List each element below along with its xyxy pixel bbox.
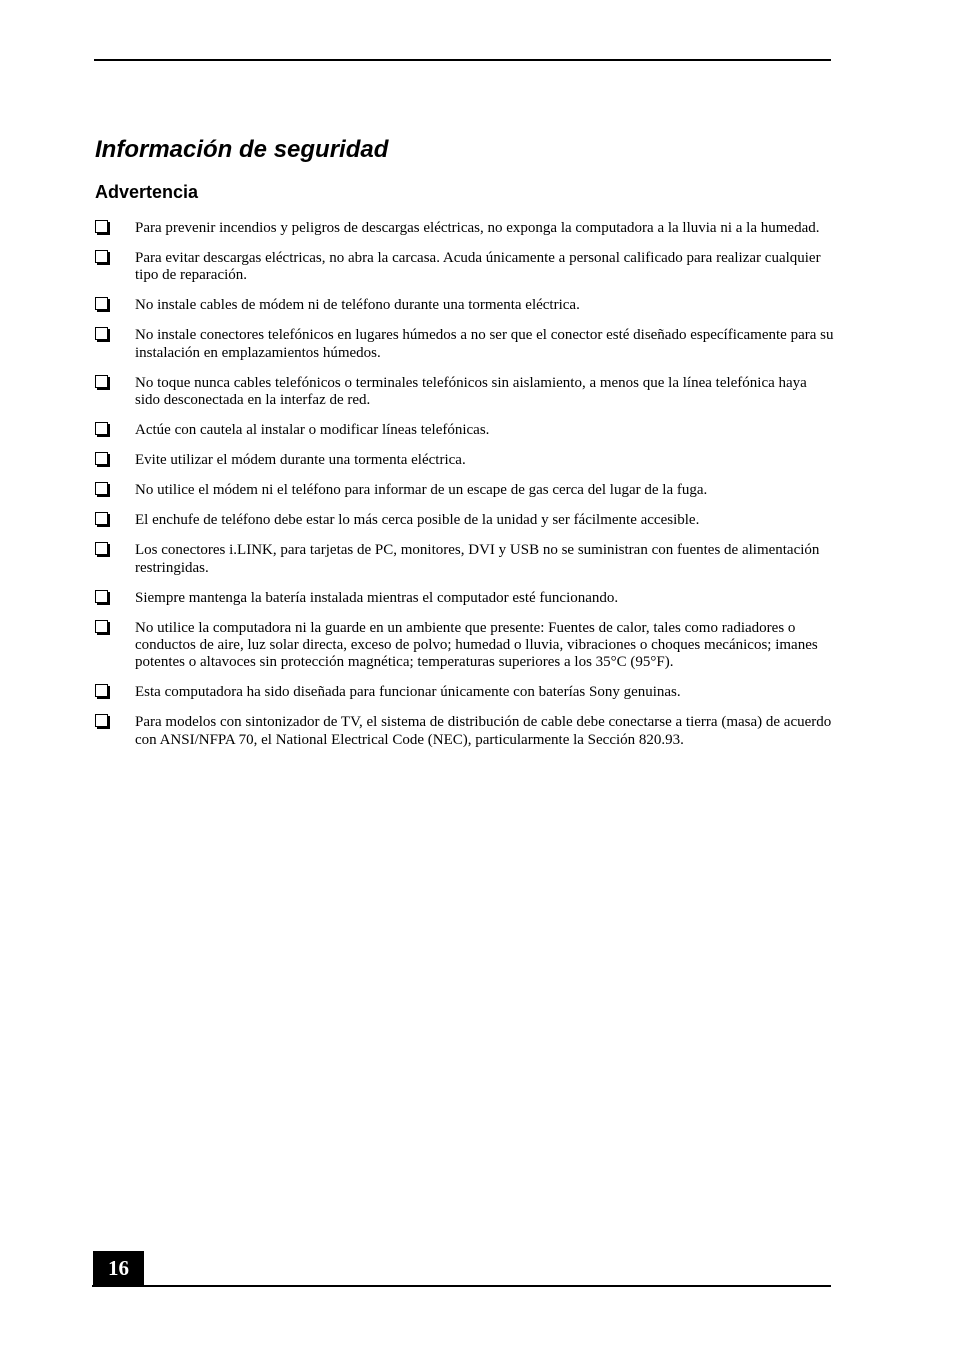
- header-rule: [94, 59, 831, 61]
- list-item: [94, 220, 834, 237]
- checkbox-icon: [95, 422, 108, 435]
- list-item-text: El enchufe de teléfono debe estar lo más cerca posible de la unidad y ser fácilmente accesible.: [135, 512, 700, 529]
- checkbox-icon: [95, 220, 108, 233]
- list-item: [94, 512, 834, 529]
- checkbox-icon: [95, 684, 108, 697]
- checkbox-icon: [95, 590, 108, 603]
- list-item: [94, 620, 834, 672]
- list-item-text: Esta computadora ha sido diseñada para funcionar únicamente con baterías Sony genuinas.: [135, 684, 681, 701]
- list-item: [94, 684, 834, 701]
- list-item-text: No toque nunca cables telefónicos o terminales telefónicos sin aislamiento, a menos que la línea telefónica haya sido desconectada en la interfaz de red.: [135, 374, 807, 409]
- list-item: [94, 452, 834, 469]
- list-item: [94, 327, 834, 362]
- list-item-text: No instale cables de módem ni de teléfono durante una tormenta eléctrica.: [135, 297, 580, 314]
- list-item: [94, 714, 834, 749]
- checkbox-icon: [95, 512, 108, 525]
- checkbox-icon: [95, 452, 108, 465]
- list-item: [94, 250, 834, 285]
- list-item-text: Para evitar descargas eléctricas, no abra la carcasa. Acuda únicamente a personal calificado para realizar cualquier tipo de reparación.: [135, 250, 821, 284]
- list-item: [94, 422, 834, 439]
- list-item: [94, 542, 834, 577]
- list-item: [94, 590, 834, 607]
- list-item-text: Evite utilizar el módem durante una tormenta eléctrica.: [135, 452, 466, 469]
- checkbox-icon: [95, 250, 108, 263]
- list-item: [94, 297, 834, 314]
- list-item-text: No utilice el módem ni el teléfono para informar de un escape de gas cerca del lugar de la fuga.: [135, 482, 708, 499]
- page-title: Información de seguridad: [95, 136, 389, 163]
- page-number: 16: [93, 1251, 144, 1286]
- footer-rule: [92, 1285, 831, 1287]
- list-item-text: No instale conectores telefónicos en lugares húmedos a no ser que el conector esté diseñado específicamente para su instalación en emplazamientos húmedos.: [135, 327, 834, 361]
- list-item: [94, 375, 834, 410]
- list-item-text: Siempre mantenga la batería instalada mientras el computador esté funcionando.: [135, 589, 619, 606]
- checkbox-icon: [95, 375, 108, 388]
- checkbox-icon: [95, 542, 108, 555]
- list-item: [94, 482, 834, 499]
- warning-list: [94, 220, 834, 749]
- list-item-text: Actúe con cautela al instalar o modificar líneas telefónicas.: [135, 422, 490, 439]
- checkbox-icon: [95, 482, 108, 495]
- list-item-text: Para prevenir incendios y peligros de descargas eléctricas, no exponga la computadora a la lluvia ni a la humedad.: [135, 220, 820, 236]
- section-heading: Advertencia: [95, 182, 199, 202]
- checkbox-icon: [95, 327, 108, 340]
- list-item-text: No utilice la computadora ni la guarde en un ambiente que presente: Fuentes de calor, tales como radiadores o conductos de aire, luz solar directa, exceso de polvo; humedad o lluvia, vibraciones o choques mecánicos; imanes potentes o altavoces sin protección magnética; temperaturas superiores a los 35°C (95°F).: [135, 619, 818, 671]
- checkbox-icon: [95, 714, 108, 727]
- list-item-text: Los conectores i.LINK, para tarjetas de PC, monitores, DVI y USB no se suministran con fuentes de alimentación restringidas.: [135, 542, 820, 576]
- list-item-text: Para modelos con sintonizador de TV, el sistema de distribución de cable debe conectarse a tierra (masa) de acuerdo con ANSI/NFPA 70, el National Electrical Code (NEC), particularmente la Sección 820.93.: [135, 714, 832, 748]
- checkbox-icon: [95, 297, 108, 310]
- checkbox-icon: [95, 620, 108, 633]
